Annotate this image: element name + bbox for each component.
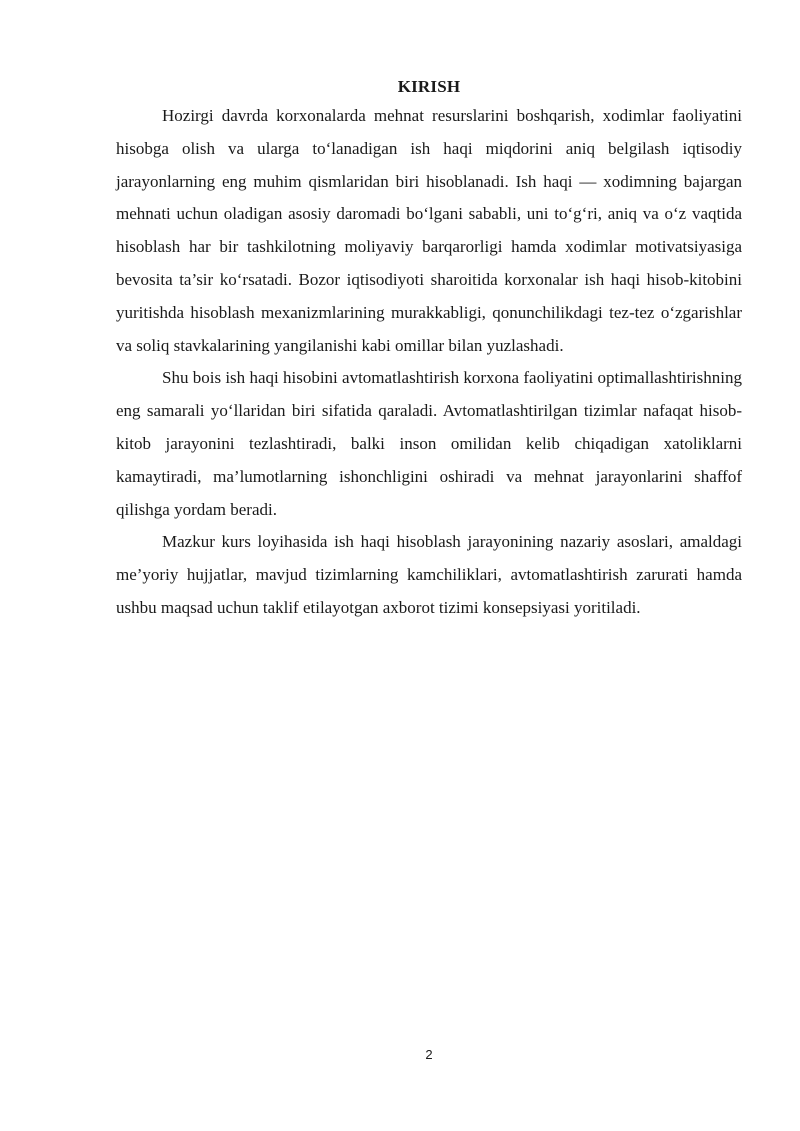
section-title: KIRISH [397,77,461,96]
page-number: 2 [425,1047,433,1062]
paragraph-intro: Hozirgi davrda korxonalarda mehnat resurslarini boshqarish, xodimlar faoliyatini hisobga olish va ularga to‘lanadigan ish haqi miqdorini aniq belgilash iqtisodiy jarayonlarning eng muhim qismlaridan biri hisoblanadi. Ish haqi — xodimning bajargan mehnati uchun oladigan asosiy daromadi bo‘lgani sababli, uni to‘g‘ri, aniq va o‘z vaqtida hisoblash har bir tashkilotning moliyaviy barqarorligi hamda xodimlar motivatsiyasiga bevosita ta’sir ko‘rsatadi. Bozor iqtisodiyoti sharoitida korxonalar ish haqi hisob-kitobini yuritishda hisoblash mexanizmlarining murakkabligi, qonunchilikdagi tez-tez o‘zgarishlar va soliq stavkalarining yangilanishi kabi omillar bilan yuzlashadi. [116,106,742,355]
paragraph-automation: Shu bois ish haqi hisobini avtomatlashtirish korxona faoliyatini optimallashtirishning eng samarali yo‘llaridan biri sifatida qaraladi. Avtomatlashtirilgan tizimlar nafaqat hisob-kitob jarayonini tezlashtiradi, balki inson omilidan kelib chiqadigan xatoliklarni kamaytiradi, ma’lumotlarning ishonchligini oshiradi va mehnat jarayonlarini shaffof qilishga yordam beradi. [116,368,742,519]
paragraph-scope: Mazkur kurs loyihasida ish haqi hisoblash jarayonining nazariy asoslari, amaldagi me’yoriy hujjatlar, mavjud tizimlarning kamchiliklari, avtomatlashtirish zarurati hamda ushbu maqsad uchun taklif etilayotgan axborot tizimi konsepsiyasi yoritiladi. [116,532,742,617]
page-content [116,74,742,625]
